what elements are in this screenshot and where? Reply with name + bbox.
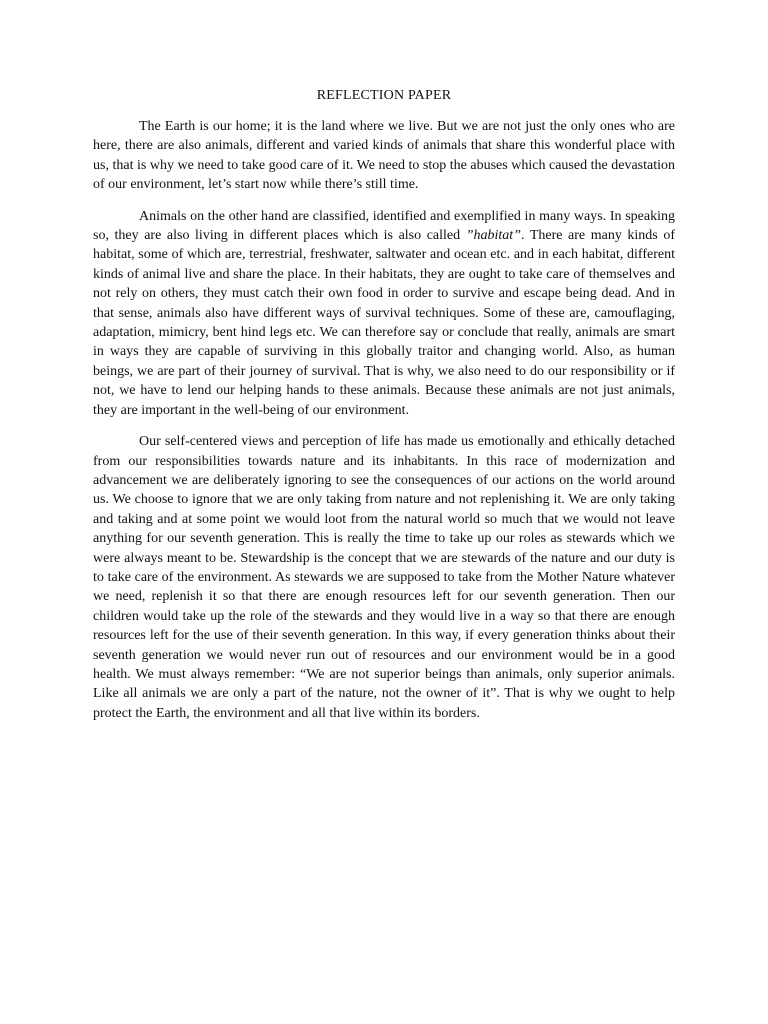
- paragraph-animals-habitat-part1: Animals on the other hand are classified, identified and exemplified in many ways. In speaking so, they are also living in different places which is also called: [93, 208, 675, 244]
- paragraph-earth-home: The Earth is our home; it is the land where we live. But we are not just the only ones who are here, there are also animals, different and varied kinds of animals that share this wonderful place with us, that is why we need to take good care of it. We need to stop the abuses which caused the devastation of our environment, let’s start now while there’s still time.: [93, 119, 675, 193]
- document-page: [93, 87, 675, 735]
- page-title: REFLECTION PAPER: [316, 88, 452, 103]
- paragraph-stewardship: Our self-centered views and perception of life has made us emotionally and ethically detached from our responsibilities towards nature and its inhabitants. In this race of modernization and advancement we are deliberately ignoring to see the consequences of our actions on the world around us. We choose to ignore that we are only taking from nature and not replenishing it. We are only taking and taking and at some point we would loot from the natural world so much that we would not leave anything for our seventh generation. This is really the time to take up our roles as stewards which we were always meant to be. Stewardship is the concept that we are stewards of the nature and our duty is to take care of the environment. As stewards we are supposed to take from the Mother Nature whatever we need, replenish it so that there are enough resources left for our seventh generation. Then our children would take up the role of the stewards and they would live in a way so that there are enough resources left for the use of their seventh generation. In this way, if every generation thinks about their seventh generation we would never run out of resources and our environment would be in a good health. We must always remember: “We are not superior beings than animals, only superior animals. Like all animals we are only a part of the nature, not the owner of it”. That is why we ought to help protect the Earth, the environment and all that live within its borders.: [93, 434, 675, 721]
- habitat-emphasis: ”habitat”: [465, 228, 521, 244]
- paragraph-animals-habitat-part2: . There are many kinds of habitat, some of which are, terrestrial, freshwater, saltwater and ocean etc. and in each habitat, different kinds of animal live and share the place. In their habitats, they are ought to take care of themselves and not rely on others, they must catch their own food in order to survive and escape being dead. And in that sense, animals also have different ways of survival techniques. Some of these are, camouflaging, adaptation, mimicry, bent hind legs etc. We can therefore say or conclude that really, animals are smart in ways they are capable of surviving in this globally traitor and changing world. Also, as human beings, we are part of their journey of survival. That is why, we also need to do our responsibility or if not, we have to lend our helping hands to these animals. Because these animals are not just animals, they are important in the well-being of our environment.: [93, 228, 675, 418]
- paragraph-animals-habitat: [93, 207, 675, 420]
